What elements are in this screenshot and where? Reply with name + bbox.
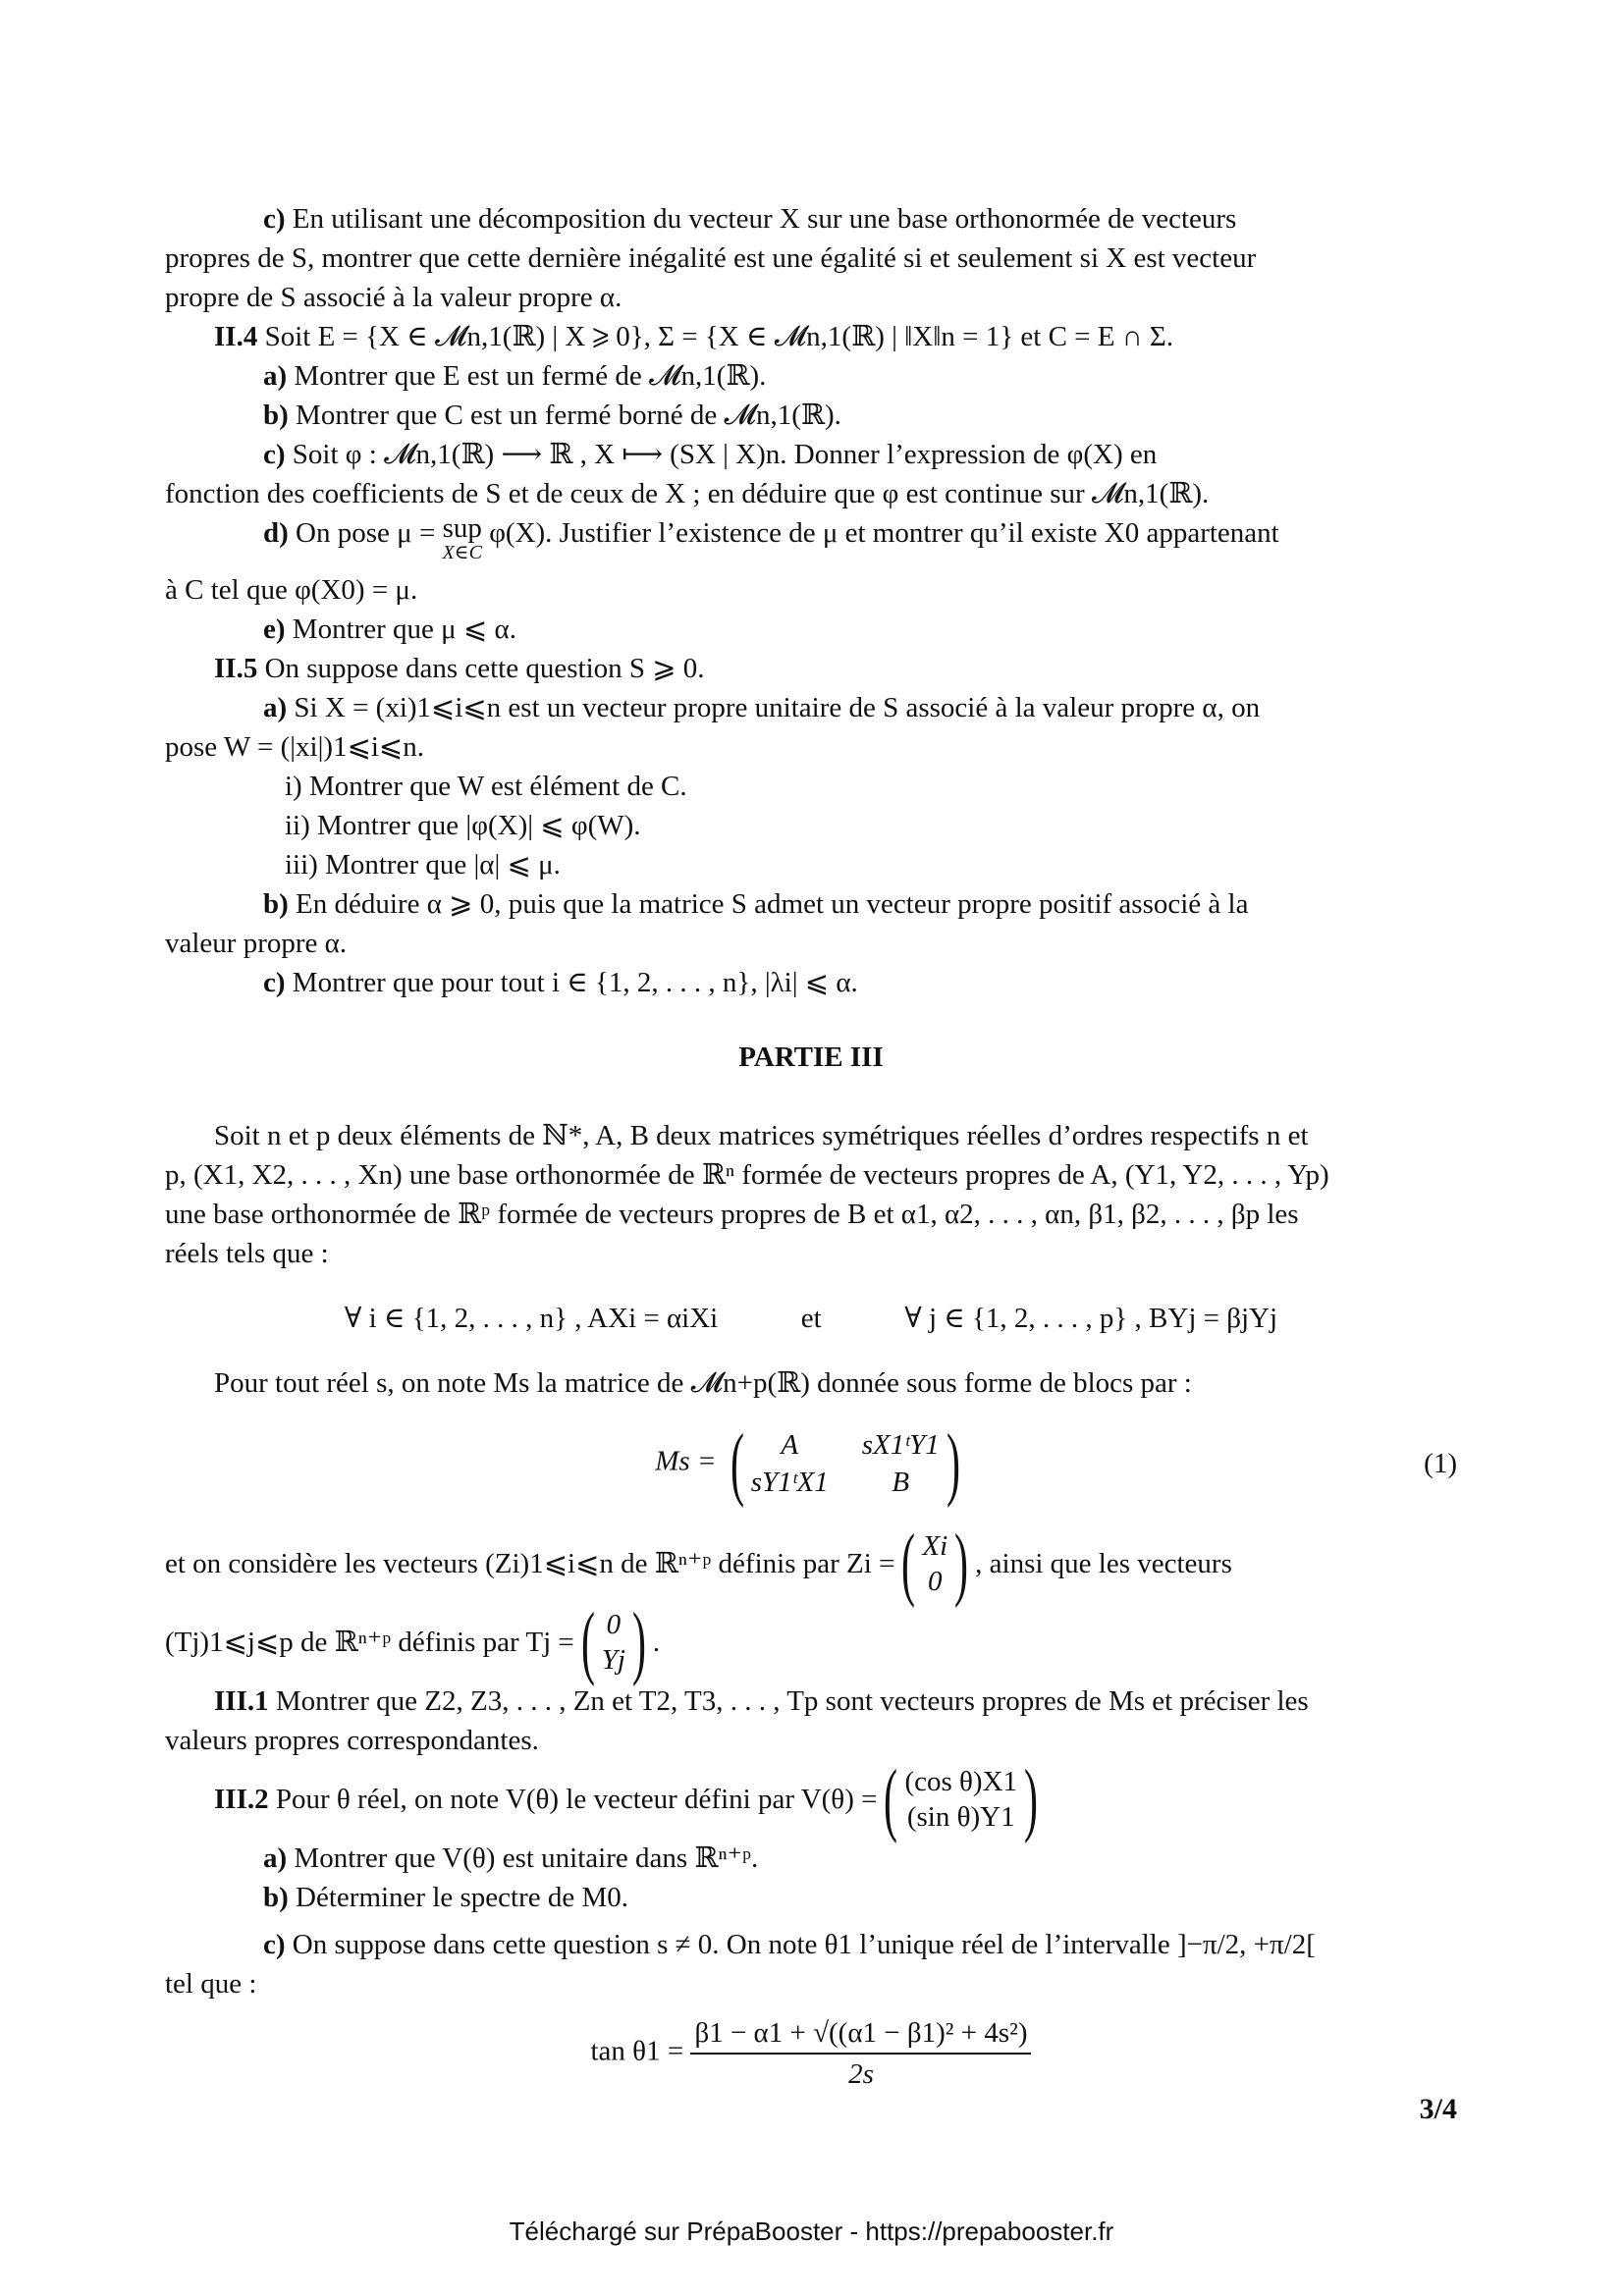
question-II4b <box>165 396 1457 435</box>
question-label: c) <box>263 203 286 235</box>
text-line: fonction des coefficients de S et de ceux de X ; en déduire que φ est continue sur 𝓜n,1(ℝ). <box>165 478 1210 509</box>
vector-entry: Xi <box>922 1530 948 1562</box>
question-text: En utilisant une décomposition du vecteur X sur une base orthonormée de vecteurs <box>292 203 1237 235</box>
matrix-cell: B <box>892 1467 910 1498</box>
question-III1 <box>165 1682 1457 1721</box>
text-fragment: et on considère les vecteurs (Zi)1⩽i⩽n de ℝⁿ⁺ᵖ définis par Zi = <box>165 1548 895 1579</box>
page-number: 3/4 <box>1419 2093 1457 2125</box>
question-text: Montrer que pour tout i ∈ {1, 2, . . . , n}, |λi| ⩽ α. <box>292 967 858 998</box>
fraction <box>690 2013 1031 2094</box>
text-line: à C tel que φ(X0) = μ. <box>165 574 418 606</box>
matrix-cell: sY1ᵗX1 <box>750 1467 829 1498</box>
sup-label: sup <box>442 512 482 544</box>
tan-formula <box>165 2013 1457 2094</box>
question-text: Soit E = {X ∈ 𝓜n,1(ℝ) | X ⩾ 0}, Σ = {X ∈ 𝓜n,1(ℝ) | ‖X‖n = 1} et C = E ∩ Σ. <box>264 321 1174 352</box>
question-II5 <box>165 649 1457 688</box>
fraction-denominator: 2s <box>848 2058 874 2090</box>
equation-number: (1) <box>1424 1448 1457 1479</box>
fraction-numerator: β1 − α1 + √((α1 − β1)² + 4s²) <box>690 2013 1031 2055</box>
question-text: Montrer que Z2, Z3, . . . , Zn et T2, T3, . . . , Tp sont vecteurs propres de Ms et préciser les <box>275 1685 1309 1717</box>
matrix-lhs: Ms = <box>655 1445 717 1477</box>
t-vectors-def <box>165 1596 1457 1687</box>
vector-entry: 0 <box>928 1566 943 1597</box>
text-line: propre de S associé à la valeur propre α. <box>165 282 622 313</box>
question-text: Montrer que E est un fermé de 𝓜n,1(ℝ). <box>294 360 767 392</box>
question-label: c) <box>263 439 286 470</box>
question-label: e) <box>263 614 286 645</box>
text-line: propres de S, montrer que cette dernière inégalité est une égalité si et seulement si X est vecteur <box>165 242 1257 274</box>
left-paren: ( <box>901 1518 916 1609</box>
text-line: valeur propre α. <box>165 928 348 959</box>
question-label: b) <box>263 400 289 431</box>
vector-entry: 0 <box>606 1609 622 1640</box>
text-line: valeurs propres correspondantes. <box>165 1725 539 1756</box>
download-notice: Téléchargé sur PrépaBooster - https://prepabooster.fr <box>509 2216 1114 2246</box>
question-text: Déterminer le spectre de M0. <box>296 1882 629 1913</box>
question-text: On pose μ = <box>296 517 443 549</box>
question-label: III.2 <box>214 1784 269 1815</box>
equation-right: ∀ j ∈ {1, 2, . . . , p} , BYj = βjYj <box>904 1303 1278 1334</box>
question-label: III.1 <box>214 1685 269 1717</box>
question-label: d) <box>263 517 289 549</box>
column-vector <box>894 1518 975 1609</box>
column-vector <box>574 1596 653 1687</box>
sup-operator <box>443 513 482 562</box>
text-line: réels tels que : <box>165 1238 329 1269</box>
question-text: φ(X). Justifier l’existence de μ et montrer qu’il existe X0 appartenant <box>481 517 1279 549</box>
text-line: une base orthonormée de ℝᵖ formée de vecteurs propres de B et α1, α2, . . . , αn, β1, β2, . . . , βp les <box>165 1199 1299 1230</box>
text-fragment: . <box>652 1627 661 1658</box>
vector-entry: Yj <box>601 1644 625 1676</box>
question-II5a <box>165 688 1457 727</box>
question-label: b) <box>263 1882 289 1913</box>
column-vector <box>877 1753 1045 1844</box>
question-text: Montrer que C est un fermé borné de 𝓜n,1(ℝ). <box>296 400 841 431</box>
part-title: PARTIE III <box>738 1041 884 1073</box>
question-text: En déduire α ⩾ 0, puis que la matrice S admet un vecteur propre positif associé à la <box>296 888 1249 920</box>
block-matrix <box>724 1417 967 1509</box>
vector-entry: (sin θ)Y1 <box>906 1801 1015 1833</box>
question-III2c <box>165 1925 1457 1964</box>
matrix-cell: A <box>781 1429 799 1461</box>
question-text: Montrer que μ ⩽ α. <box>292 614 516 645</box>
z-vectors-def <box>165 1518 1457 1609</box>
left-paren: ( <box>730 1417 744 1509</box>
left-paren: ( <box>884 1753 898 1844</box>
question-II4c <box>165 435 1457 474</box>
question-III2a <box>165 1839 1457 1878</box>
matrix-cell: sX1ᵗY1 <box>861 1429 940 1461</box>
text-line: p, (X1, X2, . . . , Xn) une base orthonormée de ℝⁿ formée de vecteurs propres de A, (Y1, Y2, . . . , Yp) <box>165 1159 1329 1191</box>
question-text: Soit φ : 𝓜n,1(ℝ) ⟶ ℝ , X ⟼ (SX | X)n. Donner l’expression de φ(X) en <box>292 439 1158 470</box>
question-II5a-i: i) Montrer que W est élément de C. <box>285 771 687 802</box>
question-II4d <box>165 513 1457 570</box>
question-text: On suppose dans cette question S ⩾ 0. <box>264 653 705 684</box>
question-label: a) <box>263 360 288 392</box>
question-II4 <box>165 317 1457 356</box>
formula-lhs: tan θ1 = <box>590 2035 684 2067</box>
right-paren: ) <box>1024 1753 1039 1844</box>
question-label: c) <box>263 967 286 998</box>
right-paren: ) <box>946 1417 960 1509</box>
question-label: a) <box>263 692 288 723</box>
question-label: c) <box>263 1929 286 1960</box>
left-paren: ( <box>580 1596 595 1687</box>
question-text: Si X = (xi)1⩽i⩽n est un vecteur propre unitaire de S associé à la valeur propre α, on <box>294 692 1261 723</box>
question-II5c <box>165 963 1457 1002</box>
question-text: Pour θ réel, on note V(θ) le vecteur défini par V(θ) = <box>275 1784 878 1815</box>
text-fragment: , ainsi que les vecteurs <box>975 1548 1232 1579</box>
question-II5a-iii: iii) Montrer que |α| ⩽ μ. <box>285 849 561 881</box>
right-paren: ) <box>631 1596 646 1687</box>
question-label: II.5 <box>214 653 258 684</box>
question-III2b <box>165 1878 1457 1917</box>
right-paren: ) <box>954 1518 969 1609</box>
sup-subscript: X∈C <box>442 542 482 563</box>
equation-conjunction: et <box>800 1303 822 1334</box>
eigen-equations <box>165 1299 1457 1338</box>
question-II4a <box>165 356 1457 396</box>
text-line: Soit n et p deux éléments de ℕ*, A, B deux matrices symétriques réelles d’ordres respectifs n et <box>214 1120 1309 1151</box>
exam-page <box>165 199 1457 2104</box>
question-II5a-ii: ii) Montrer que |φ(X)| ⩽ φ(W). <box>285 810 641 841</box>
question-label: b) <box>263 888 289 920</box>
text-line: pose W = (|xi|)1⩽i⩽n. <box>165 731 424 763</box>
question-text: Montrer que V(θ) est unitaire dans ℝⁿ⁺ᵖ. <box>294 1842 759 1874</box>
question-II4e <box>165 610 1457 649</box>
text-fragment: (Tj)1⩽j⩽p de ℝⁿ⁺ᵖ définis par Tj = <box>165 1627 574 1658</box>
question-II3c <box>165 199 1457 239</box>
question-II5b <box>165 884 1457 924</box>
block-matrix-equation <box>165 1417 1457 1509</box>
text-line: tel que : <box>165 1968 257 2000</box>
question-label: II.4 <box>214 321 258 352</box>
equation-left: ∀ i ∈ {1, 2, . . . , n} , AXi = αiXi <box>344 1303 719 1334</box>
text-line: Pour tout réel s, on note Ms la matrice de 𝓜n+p(ℝ) donnée sous forme de blocs par : <box>214 1367 1192 1399</box>
question-label: a) <box>263 1842 288 1874</box>
question-text: On suppose dans cette question s ≠ 0. On note θ1 l’unique réel de l’intervalle ]−π/2, +π/2[ <box>292 1929 1316 1960</box>
vector-entry: (cos θ)X1 <box>904 1766 1018 1797</box>
question-III2 <box>165 1753 1457 1844</box>
